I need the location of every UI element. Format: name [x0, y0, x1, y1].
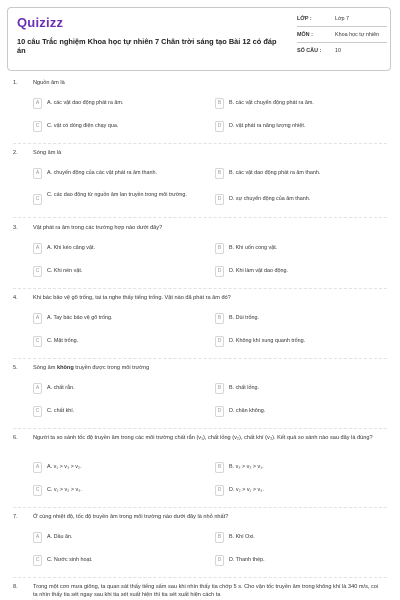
option-text: A. Dầu ăn.: [47, 534, 73, 540]
worksheet-header: [7, 7, 391, 71]
question-text-part: Sóng âm: [33, 365, 57, 371]
divider: [297, 42, 387, 43]
option-letter-box: A: [33, 383, 42, 394]
meta-count-value: 10: [335, 48, 341, 54]
option-letter-box: C: [33, 121, 42, 132]
option-letter-box: A: [33, 168, 42, 179]
option-text: D. Không khí xung quanh trống.: [229, 338, 306, 344]
meta-subject-value: Khoa học tự nhiên: [335, 32, 380, 38]
divider: [13, 428, 387, 429]
question-text: Sóng âm là: [33, 150, 62, 156]
option-text: D. chân không.: [229, 408, 266, 414]
option-text: A. v₁ > v₃ > v₂.: [47, 464, 82, 470]
option-letter-box: B: [215, 532, 224, 543]
worksheet-title: 10 câu Trắc nghiệm Khoa học tự nhiên 7 Chân trời sáng tạo Bài 12 có đáp án: [17, 37, 277, 55]
option-text: C. chất khí.: [47, 408, 75, 414]
divider: [13, 288, 387, 289]
divider: [13, 577, 387, 578]
option-text: B. các vật chuyển động phát ra âm.: [229, 100, 314, 106]
option-letter-box: D: [215, 485, 224, 496]
option-letter-box: A: [33, 462, 42, 473]
question-number: 7.: [13, 514, 18, 520]
option-text: D. sự chuyển động của âm thanh.: [229, 196, 311, 202]
option-letter-box: B: [215, 168, 224, 179]
option-text: D. v₂ > v₁ > v₃.: [229, 487, 264, 493]
option-letter-box: D: [215, 266, 224, 277]
question-text: Khi bác bảo vệ gõ trống, tai ta nghe thấy tiếng trống. Vật nào đã phát ra âm đó?: [33, 295, 231, 301]
option-letter-box: D: [215, 406, 224, 417]
option-letter-box: D: [215, 121, 224, 132]
option-text: C. Khi nén vật.: [47, 268, 83, 274]
option-letter-box: A: [33, 313, 42, 324]
option-text: A. Tay bác bảo vệ gõ trống.: [47, 315, 113, 321]
question-number: 8.: [13, 584, 18, 590]
question-number: 3.: [13, 225, 18, 231]
option-letter-box: C: [33, 485, 42, 496]
option-text: D. Thanh thép.: [229, 557, 265, 563]
option-text: D. Khi làm vật dao động.: [229, 268, 289, 274]
question-number: 1.: [13, 80, 18, 86]
option-letter-box: C: [33, 555, 42, 566]
option-letter-box: C: [33, 336, 42, 347]
option-letter-box: B: [215, 383, 224, 394]
meta-class-label: LỚP :: [297, 16, 312, 22]
option-letter-box: B: [215, 243, 224, 254]
question-text-emphasis: không: [56, 365, 74, 371]
option-text: B. chất lỏng.: [229, 385, 259, 391]
divider: [13, 507, 387, 508]
question-text: Nguồn âm là: [33, 80, 65, 86]
question-number: 2.: [13, 150, 18, 156]
question-number: 4.: [13, 295, 18, 301]
option-text: A. chuyển động của các vật phát ra âm thanh.: [47, 170, 157, 176]
option-text: C. các dao động từ nguồn âm lan truyền trong môi trường.: [47, 192, 187, 198]
meta-subject-label: MÔN :: [297, 32, 313, 38]
divider: [297, 26, 387, 27]
option-letter-box: D: [215, 336, 224, 347]
option-text: A. các vật dao động phát ra âm.: [47, 100, 124, 106]
option-text: C. vật có dòng điện chạy qua.: [47, 123, 119, 129]
option-text: C. Mặt trống.: [47, 338, 79, 344]
option-text: B. các vật dao động phát ra âm thanh.: [229, 170, 321, 176]
option-text: D. vật phát ra năng lượng nhiệt.: [229, 123, 306, 129]
option-text: A. chất rắn.: [47, 385, 75, 391]
meta-count-label: SỐ CÂU :: [297, 48, 322, 54]
question-number: 5.: [13, 365, 18, 371]
divider: [13, 358, 387, 359]
option-letter-box: D: [215, 555, 224, 566]
meta-class-value: Lớp 7: [335, 16, 350, 22]
option-letter-box: B: [215, 98, 224, 109]
option-text: C. v₁ > v₂ > v₃.: [47, 487, 82, 493]
option-text: B. v₃ > v₂ > v₁.: [229, 464, 264, 470]
question-number: 6.: [13, 435, 18, 441]
option-letter-box: B: [215, 313, 224, 324]
question-text: Ở cùng nhiệt độ, tốc độ truyền âm trong môi trường nào dưới đây là nhỏ nhất?: [33, 514, 229, 520]
option-letter-box: C: [33, 194, 42, 205]
quizizz-logo: Quizizz: [17, 15, 64, 30]
divider: [13, 217, 387, 218]
question-text: [33, 365, 383, 373]
option-letter-box: A: [33, 243, 42, 254]
option-letter-box: A: [33, 98, 42, 109]
divider: [13, 143, 387, 144]
option-text: B. Khí Oxi.: [229, 534, 255, 540]
question-text-part: truyền được trong môi trường: [73, 365, 150, 371]
option-text: B. Dùi trống.: [229, 315, 259, 321]
option-letter-box: C: [33, 406, 42, 417]
option-text: C. Nước sinh hoạt.: [47, 557, 93, 563]
question-text: Vật phát ra âm trong các trường hợp nào dưới đây?: [33, 225, 163, 231]
option-text: A. Khi kéo căng vật.: [47, 245, 95, 251]
option-letter-box: B: [215, 462, 224, 473]
option-letter-box: D: [215, 194, 224, 205]
option-text: B. Khi uốn cong vật.: [229, 245, 278, 251]
option-letter-box: A: [33, 532, 42, 543]
option-letter-box: C: [33, 266, 42, 277]
question-text: Người ta so sánh tốc độ truyền âm trong các môi trường chất rắn (v₁), chất lỏng (v₂), chất khí (v₃). Kết quả so sánh nào sau đây là đúng?: [33, 435, 373, 441]
question-text: Trong một cơn mưa giông, ta quan sát thấy tiếng sấm sau khi nhìn thấy tia chớp 5 s. Cho vận tốc truyền âm trong không khí là 340 m/s, coi ta nhìn thấy tia sét ngay sau khi tia sét xuất hiện thì tia sét xuất hiện cách ta: [33, 584, 379, 598]
